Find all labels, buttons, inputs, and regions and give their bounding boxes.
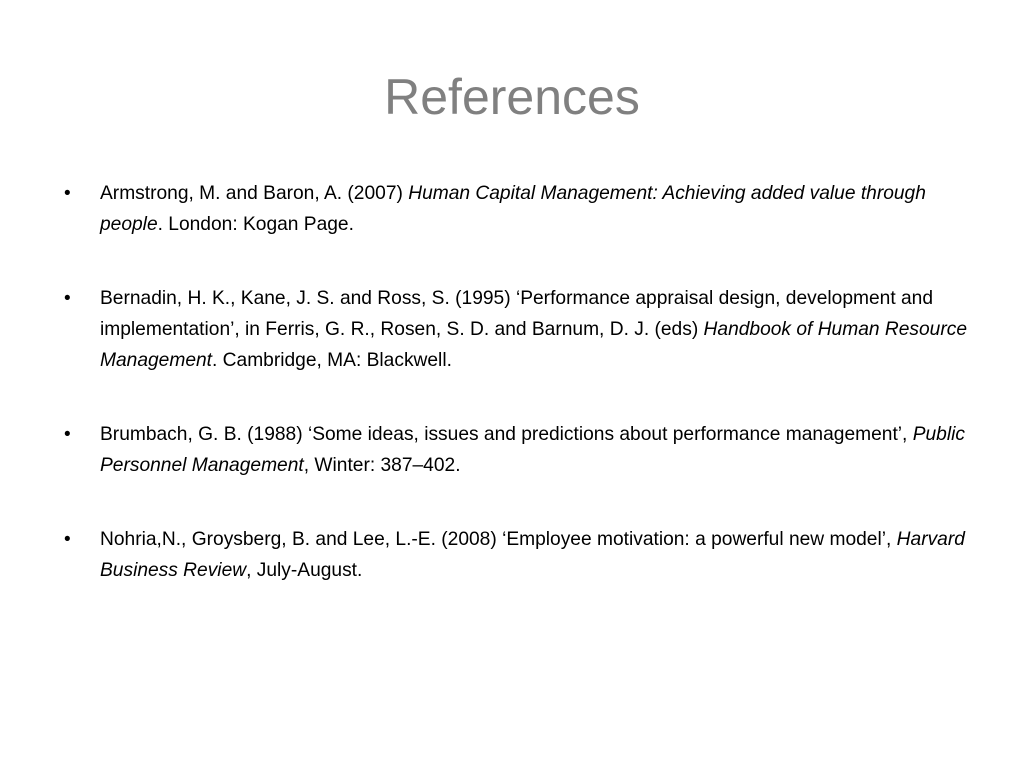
reference-item	[64, 419, 969, 481]
reference-list	[64, 178, 969, 586]
reference-title: Human Capital Management: Achieving added value through people	[100, 183, 926, 235]
reference-citation: Armstrong, M. and Baron, A. (2007)	[100, 183, 409, 204]
bullet-icon: •	[64, 288, 71, 309]
bullet-icon: •	[64, 529, 71, 550]
reference-citation: Bernadin, H. K., Kane, J. S. and Ross, S. (1995) ‘Performance appraisal design, development and implementation’, in Ferris, G. R., Rosen, S. D. and Barnum, D. J. (eds)	[100, 288, 933, 340]
reference-publisher: , Winter: 387–402.	[303, 455, 461, 476]
reference-item	[64, 178, 969, 240]
reference-text	[100, 524, 969, 586]
reference-text	[100, 178, 969, 240]
reference-text	[100, 283, 969, 376]
reference-citation: Brumbach, G. B. (1988) ‘Some ideas, issues and predictions about performance management’,	[100, 424, 913, 445]
bullet-icon: •	[64, 424, 71, 445]
reference-item	[64, 283, 969, 376]
reference-publisher: . Cambridge, MA: Blackwell.	[212, 350, 452, 371]
slide-title: References	[384, 69, 640, 125]
reference-citation: Nohria,N., Groysberg, B. and Lee, L.-E. (2008) ‘Employee motivation: a powerful new model’,	[100, 529, 897, 550]
bullet-icon: •	[64, 183, 71, 204]
reference-text	[100, 419, 969, 481]
reference-title: Public Personnel Management	[100, 424, 965, 476]
reference-title: Harvard Business Review	[100, 529, 965, 581]
reference-item	[64, 524, 969, 586]
reference-publisher: . London: Kogan Page.	[157, 214, 354, 235]
reference-title: Handbook of Human Resource Management	[100, 319, 967, 371]
reference-publisher: , July-August.	[246, 560, 363, 581]
